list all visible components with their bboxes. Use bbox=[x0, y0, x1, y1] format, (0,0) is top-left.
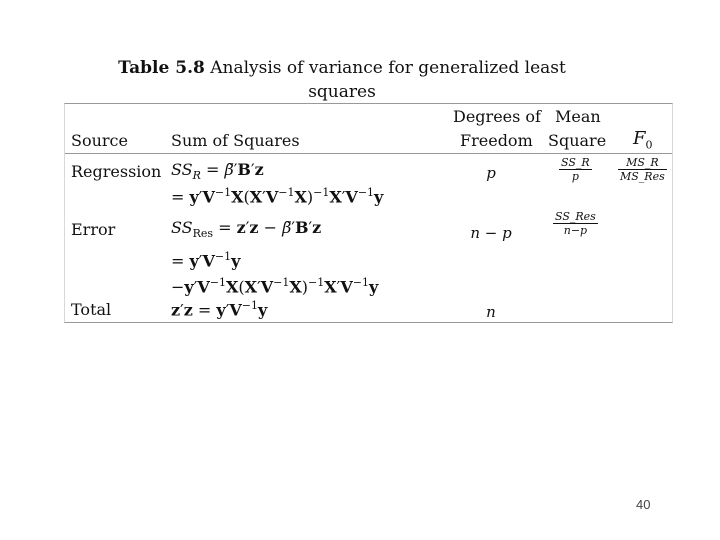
header-mean-line1: Mean bbox=[555, 107, 601, 126]
header-degrees-line2: Freedom bbox=[460, 131, 533, 150]
caption-text-line2: squares bbox=[308, 82, 376, 102]
page-number: 40 bbox=[636, 497, 651, 512]
caption-text-line1: Analysis of variance for generalized least bbox=[210, 58, 566, 78]
formula-ss-res: $SS_{Res} = z'z$ − β̃′B′z bbox=[171, 218, 322, 241]
table-caption bbox=[82, 56, 602, 104]
formula-ss-r: $SS_R$ = β̃′B′z bbox=[171, 160, 264, 183]
row-label-error: Error bbox=[71, 220, 116, 239]
anova-table bbox=[64, 103, 673, 323]
header-sum-of-squares: Sum of Squares bbox=[171, 131, 300, 150]
header-f0: $F_0$ bbox=[633, 128, 653, 152]
df-regression: p bbox=[486, 164, 496, 182]
formula-ss-r-expanded: = $y'V^{-1}X(X'V^{-1}X)^{-1}X'V^{-1}y$ bbox=[171, 186, 384, 207]
ms-error: $\frac{\text{SS\_Res}}{n-p}$ bbox=[555, 210, 596, 237]
row-label-regression: Regression bbox=[71, 162, 162, 181]
formula-ss-res-line3: $-y'V^{-1}X(X'V^{-1}X)^{-1}X'V^{-1}y$ bbox=[171, 276, 379, 297]
header-rule bbox=[65, 153, 672, 154]
header-degrees-line1: Degrees of bbox=[453, 107, 541, 126]
f-regression: $\frac{MS\_R}{\text{MS\_Res}}$ bbox=[620, 156, 665, 183]
ms-regression: $\frac{SS\_R}{p}$ bbox=[561, 156, 590, 183]
df-error: n − p bbox=[470, 224, 512, 242]
header-source: Source bbox=[71, 131, 128, 150]
formula-total: $z'z = y'V^{-1}y$ bbox=[171, 299, 268, 320]
header-mean-line2: Square bbox=[548, 131, 607, 150]
row-label-total: Total bbox=[71, 300, 112, 319]
table-label: Table 5.8 bbox=[118, 58, 205, 78]
df-total: n bbox=[486, 303, 496, 321]
formula-ss-res-line2: = $y'V^{-1}y$ bbox=[171, 250, 241, 271]
